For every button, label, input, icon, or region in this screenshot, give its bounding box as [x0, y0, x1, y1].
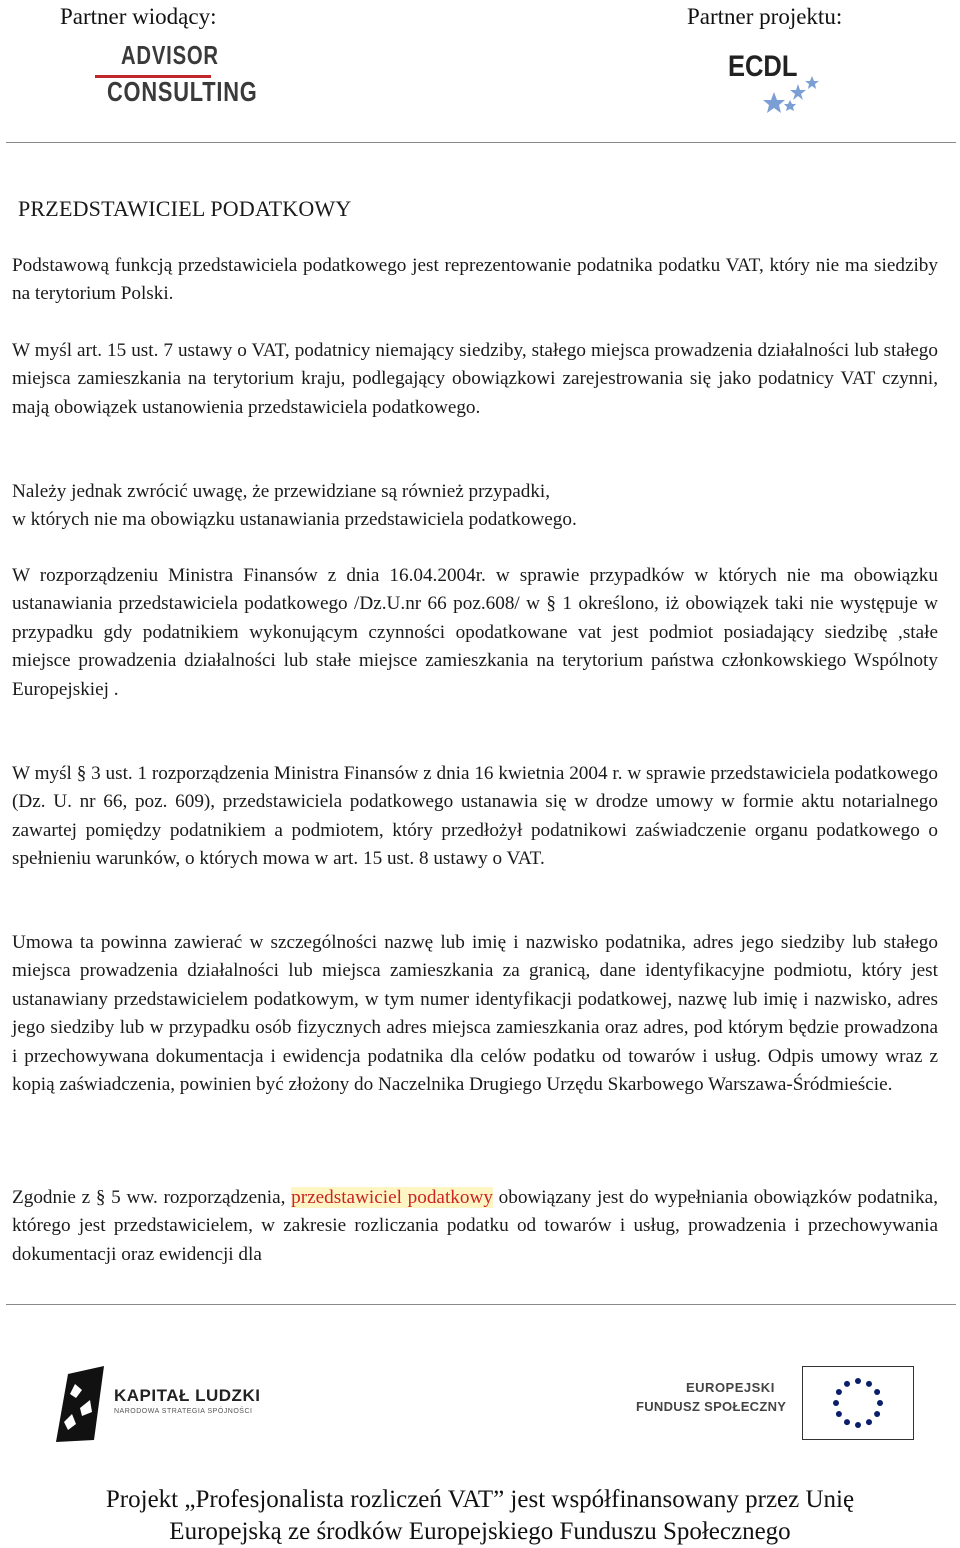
- paragraph-4: W rozporządzeniu Ministra Finansów z dnia 16.04.2004r. w sprawie przypadków w których nie ma obowiązku ustanawiania przedstawiciela podatkowego /Dz.U.nr 66 poz.608/ w § 1 określono, iż obowiązek taki nie występuje w przypadku gdy podatnikiem wykonującym czynności opodatkowane vat jest podmiot posiadający siedzibę ,stałe miejsce prowadzenia działalności lub stałe miejsce zamieszkania na terytorium państwa członkowskiego Wspólnoty Europejskiej .: [12, 565, 938, 700]
- advisor-consulting-logo: [95, 38, 258, 110]
- lead-partner-label: Partner wiodący:: [60, 4, 217, 29]
- footer-line-2: Europejską ze środków Europejskiego Funduszu Społecznego: [169, 1518, 791, 1545]
- paragraph-7-start: Zgodnie z § 5 ww. rozporządzenia,: [12, 1187, 292, 1208]
- eu-star-icon: [874, 1411, 880, 1417]
- paragraph-5: W myśl § 3 ust. 1 rozporządzenia Ministra Finansów z dnia 16 kwietnia 2004 r. w sprawie przedstawiciela podatkowego (Dz. U. nr 66, poz. 609), przedstawiciela podatkowego ustanawia się w drodze umowy w formie aktu notarialnego zawartej pomiędzy podatnikiem a podmiotem, który przedłożył podatnikowi zaświadczenie organu podatkowego o spełnieniu warunków, o których mowa w art. 15 ust. 8 ustawy o VAT.: [12, 763, 938, 870]
- eu-star-icon: [855, 1422, 861, 1428]
- ecdl-logo-text: ECDL: [728, 50, 798, 83]
- eu-star-icon: [836, 1411, 842, 1417]
- eu-star-icon: [866, 1381, 872, 1387]
- eu-star-icon: [844, 1419, 850, 1425]
- header-divider: [6, 142, 956, 143]
- ecdl-logo: [728, 40, 838, 114]
- highlighted-term: przedstawiciel podatkowy: [291, 1187, 493, 1208]
- advisor-logo-line1: ADVISOR: [121, 40, 219, 70]
- efs-logo-text: [636, 1380, 806, 1440]
- eu-star-icon: [866, 1419, 872, 1425]
- footer-divider: [6, 1304, 956, 1305]
- paragraph-1: Podstawową funkcją przedstawiciela podatkowego jest reprezentowanie podatnika podatku VAT, który nie ma siedziby na terytorium Polski.: [12, 255, 938, 305]
- eu-star-icon: [877, 1400, 883, 1406]
- kapital-ludzki-subtitle: NARODOWA STRATEGIA SPÓJNOŚCI: [114, 1408, 253, 1415]
- paragraph-3-line-2: w których nie ma obowiązku ustanawiania przedstawiciela podatkowego.: [12, 509, 577, 531]
- kapital-ludzki-emblem-icon: [52, 1364, 112, 1444]
- footer-line-1: Projekt „Profesjonalista rozliczeń VAT” jest współfinansowany przez Unię: [105, 1486, 855, 1513]
- project-partner-label: Partner projektu:: [687, 4, 843, 29]
- paragraph-3-line-1: Należy jednak zwrócić uwagę, że przewidziane są również przypadki,: [12, 481, 551, 502]
- eu-star-icon: [833, 1400, 839, 1406]
- paragraph-6: Umowa ta powinna zawierać w szczególności nazwę lub imię i nazwisko podatnika, adres jego siedziby lub stałego miejsca prowadzenia działalności lub miejsca zamieszkania za granicą, dane identyfikacyjne podmiotu, który jest ustanawiany przedstawicielem podatkowym, w tym numer identyfikacji podatkowej, nazwę lub imię i nazwisko, adres jego siedziby lub w przypadku osób fizycznych adres miejsca zamieszkania oraz adres, pod którym będzie prowadzona i przechowywana dokumentacja i ewidencja podatnika dla celów podatku od towarów i usług. Odpis umowy wraz z kopią zaświadczenia, powinien być złożony do Naczelnika Drugiego Urzędu Skarbowego Warszawa-Śródmieście.: [12, 932, 938, 1096]
- eu-star-icon: [836, 1389, 842, 1395]
- eu-flag-icon: [802, 1366, 914, 1440]
- eu-star-icon: [844, 1381, 850, 1387]
- eu-star-icon: [874, 1389, 880, 1395]
- advisor-logo-line2: CONSULTING: [107, 76, 258, 107]
- page-title: PRZEDSTAWICIEL PODATKOWY: [18, 196, 352, 221]
- kapital-ludzki-title: KAPITAŁ LUDZKI: [114, 1386, 261, 1405]
- eu-star-icon: [855, 1378, 861, 1384]
- paragraph-7-end: obowiązany jest do wypełniania obowiązków podatnika, którego jest przedstawicielem, w zakresie rozliczania podatku od towarów i usług, prowadzenia i przechowywania dokumentacji oraz ewidencji dla: [12, 1187, 938, 1265]
- paragraph-3: [12, 478, 938, 535]
- paragraph-2: W myśl art. 15 ust. 7 ustawy o VAT, podatnicy niemający siedziby, stałego miejsca prowadzenia działalności lub stałego miejsca zamieszkania na terytorium kraju, podlegający obowiązkowi zarejestrowania się jako podatnicy VAT czynni, mają obowiązek ustanowienia przedstawiciela podatkowego.: [12, 340, 938, 418]
- efs-line-2: FUNDUSZ SPOŁECZNY: [636, 1399, 787, 1414]
- kapital-ludzki-logo: [52, 1364, 312, 1444]
- ecdl-stars-icon: [728, 40, 838, 114]
- paragraph-7: [12, 1184, 938, 1269]
- efs-line-1: EUROPEJSKI: [686, 1380, 775, 1395]
